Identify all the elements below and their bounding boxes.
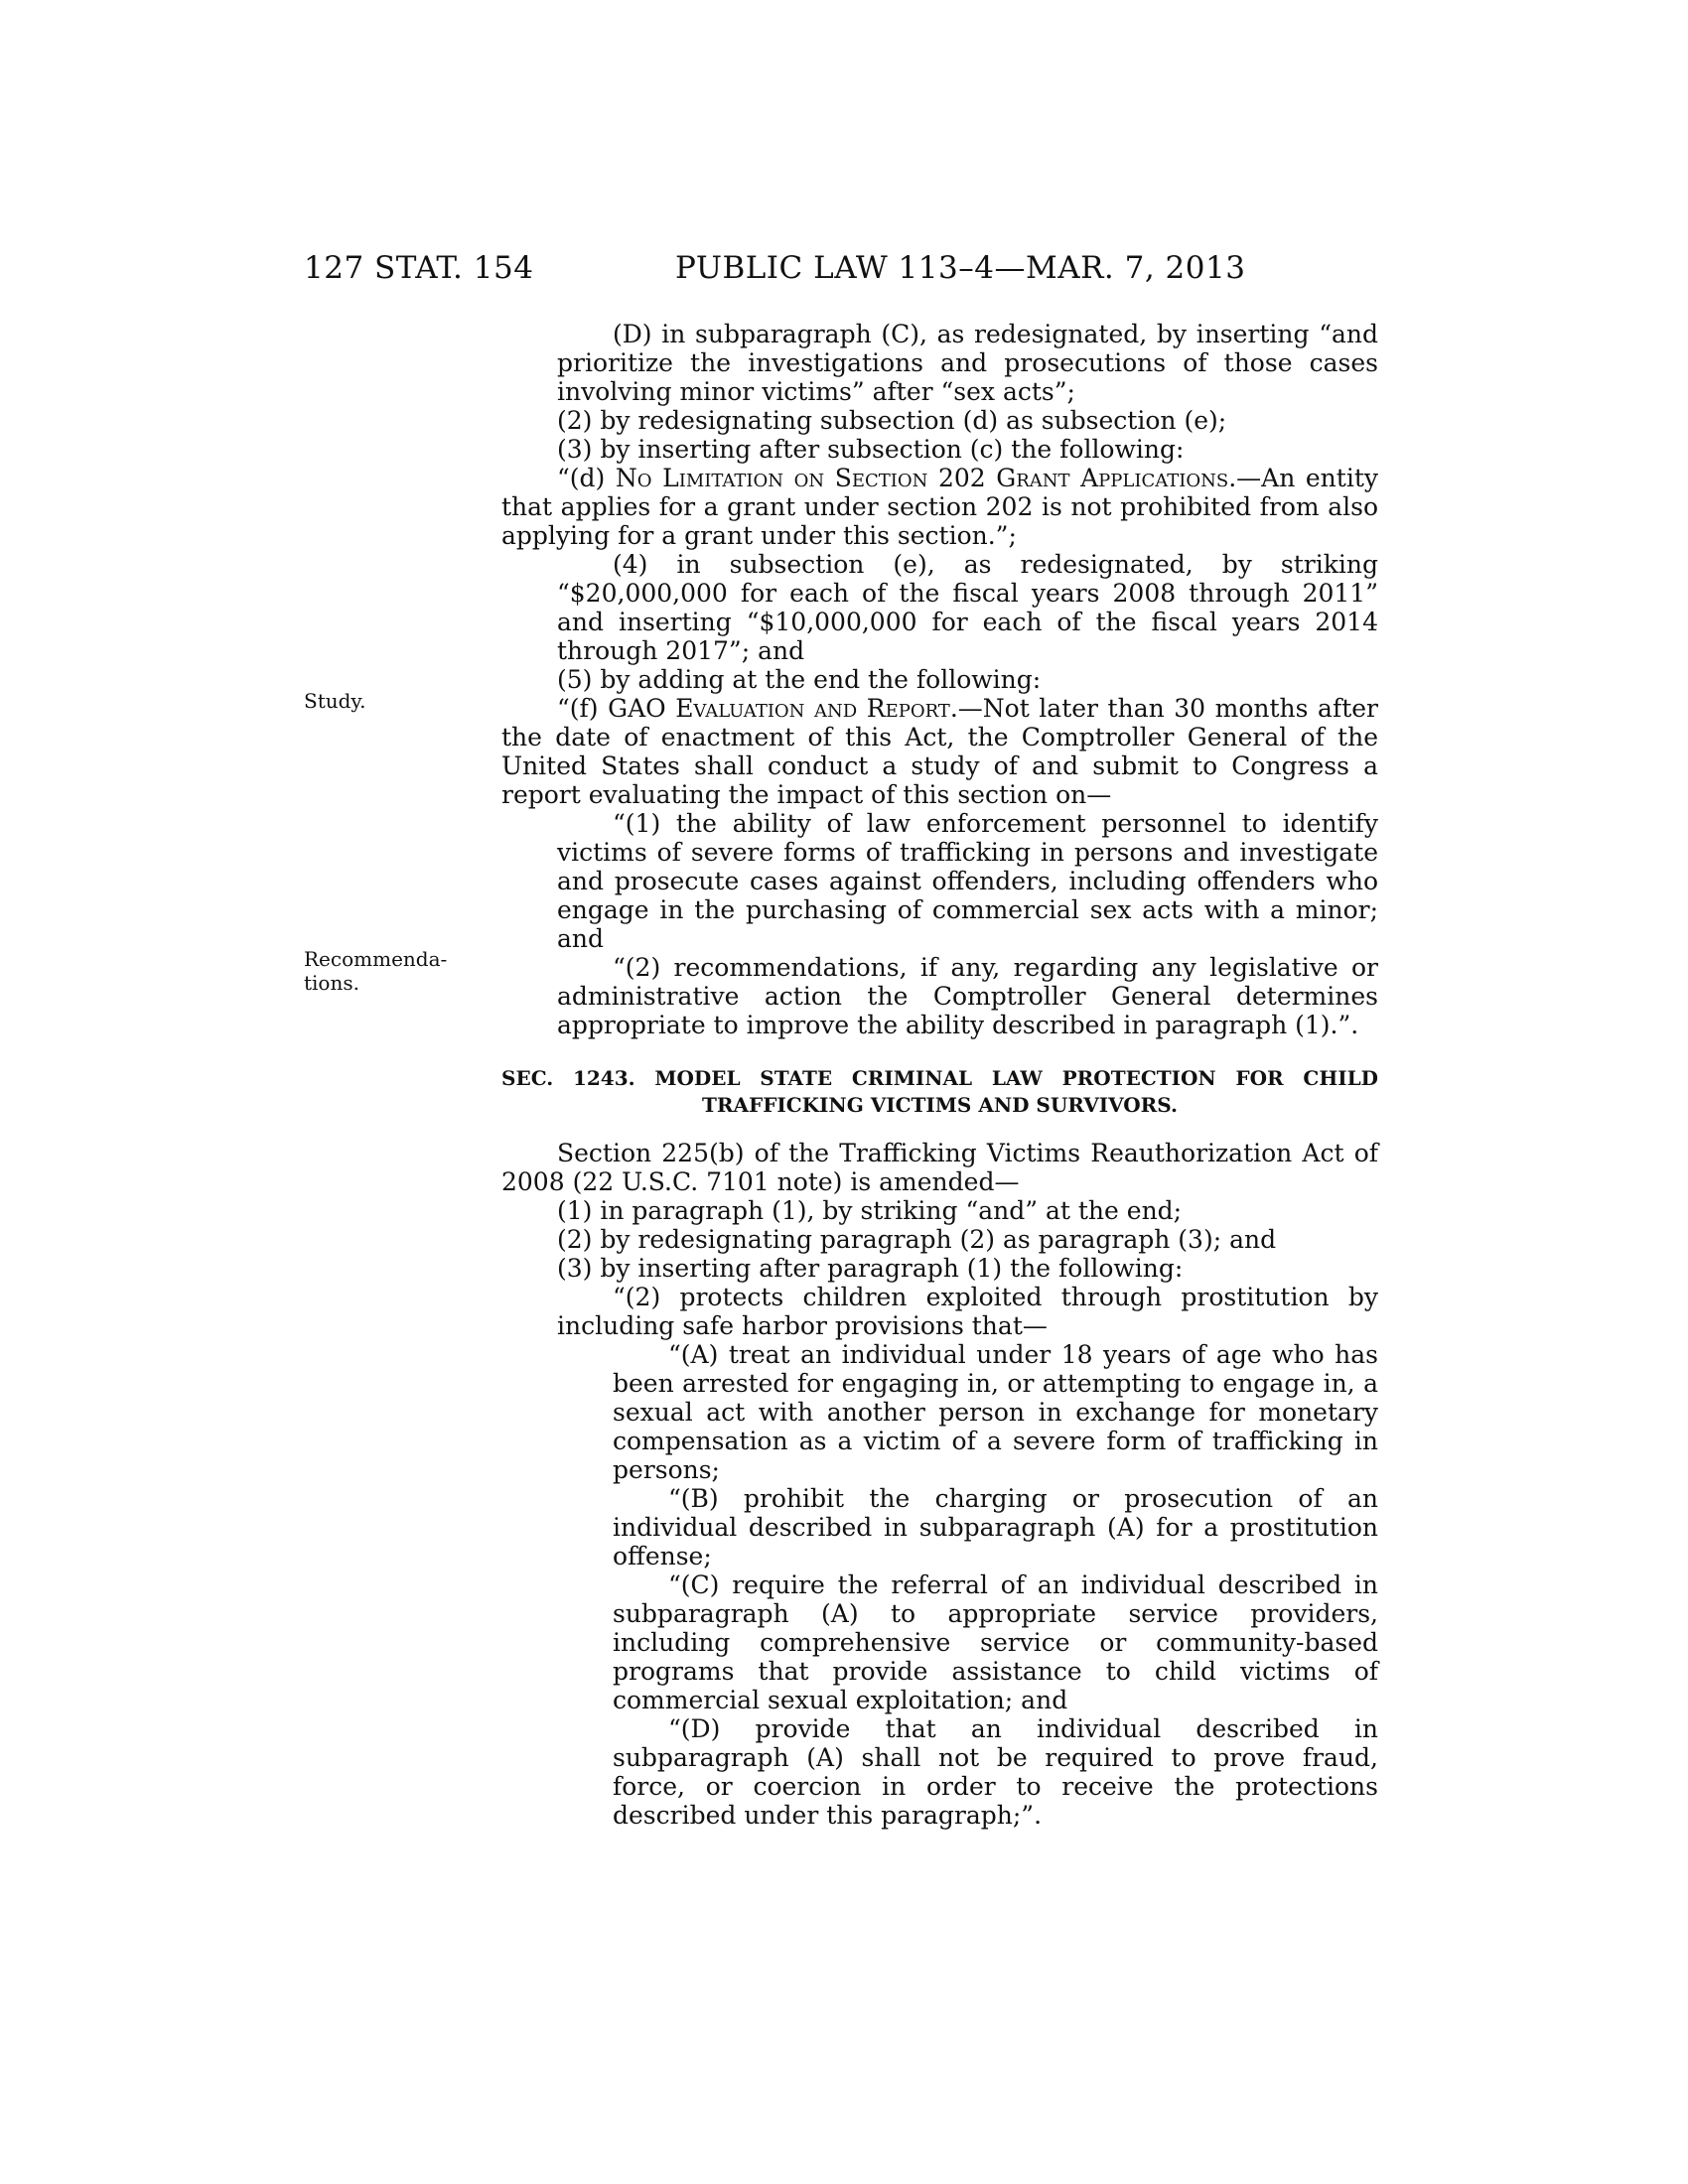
paragraph-f-1-ability: “(1) the ability of law enforcement personnel to identify victims of severe forms of trafficking in persons and investigate and prosecute cases against offenders, including offenders who engage in the purchasing of commercial sex acts with a minor; and — [557, 809, 1378, 953]
subparagraph-b-prohibit: “(B) prohibit the charging or prosecution of an individual described in subparagraph (A) for a prostitution offense; — [613, 1484, 1378, 1570]
section-heading-line1: SEC. 1243. MODEL STATE CRIMINAL LAW PROTECTION FOR CHILD — [501, 1066, 1378, 1090]
margin-note-recommendations — [304, 947, 448, 995]
margin-note-recommendations-line2: tions. — [304, 971, 359, 995]
paragraph-section-225b: Section 225(b) of the Trafficking Victims Reauthorization Act of 2008 (22 U.S.C. 7101 note) is amended— — [501, 1139, 1378, 1196]
paragraph-5-adding: (5) by adding at the end the following: — [557, 665, 1042, 694]
margin-note-study-text: Study. — [304, 689, 366, 713]
paragraph-f-2-recommendations: “(2) recommendations, if any, regarding any legislative or administrative action the Comptroller General determines appropriate to improve the ability described in paragraph (1).”. — [557, 953, 1378, 1039]
paragraph-2-redesignating: (2) by redesignating paragraph (2) as paragraph (3); and — [557, 1225, 1277, 1254]
subsection-d-label: “(d) N — [557, 464, 637, 492]
subparagraph-c-require: “(C) require the referral of an individual described in subparagraph (A) to appropriate service providers, including comprehensive service or community-based programs that provide assistance to child victims of commercial sexual exploitation; and — [613, 1570, 1378, 1714]
subsection-d-heading: o Limitation on Section 202 Grant Applications. — [636, 464, 1237, 492]
paragraph-3-insert: (3) by inserting after subsection (c) the following: — [557, 435, 1185, 464]
section-1243-heading — [501, 1065, 1378, 1119]
subsection-d-text: —An entity that applies for a grant under section 202 is not prohibited from also applying for a grant under this section.”; — [501, 464, 1378, 550]
subsection-f-label: “(f) GAO — [557, 694, 676, 723]
document-body — [501, 320, 1378, 1830]
section-heading-line2: TRAFFICKING VICTIMS AND SURVIVORS. — [701, 1093, 1178, 1117]
paragraph-3-inserting: (3) by inserting after paragraph (1) the following: — [557, 1254, 1184, 1283]
paragraph-4-striking: (4) in subsection (e), as redesignated, by striking “$20,000,000 for each of the fiscal years 2008 through 2011” and inserting “$10,000,000 for each of the fiscal years 2014 through 2017”; and — [557, 550, 1378, 665]
stat-reference: 127 STAT. 154 — [304, 250, 534, 286]
subsection-f-text: —Not later than 30 months after the date of enactment of this Act, the Comptroller General of the United States shall conduct a study of and submit to Congress a report evaluating the impact of this section on— — [501, 694, 1378, 809]
margin-note-recommendations-line1: Recommenda- — [304, 947, 448, 971]
page-header — [0, 250, 1688, 290]
paragraph-d-subparagraph-c: (D) in subparagraph (C), as redesignated, by inserting “and prioritize the investigations and prosecutions of those cases involving minor victims” after “sex acts”; — [557, 320, 1378, 406]
subparagraph-d-provide: “(D) provide that an individual described in subparagraph (A) shall not be required to prove fraud, force, or coercion in order to receive the protections described under this paragraph;”. — [613, 1714, 1378, 1830]
paragraph-f-gao-evaluation — [501, 694, 1378, 809]
margin-note-study — [304, 689, 443, 713]
paragraph-d-no-limitation — [501, 464, 1378, 550]
paragraph-2-redesignate: (2) by redesignating subsection (d) as subsection (e); — [557, 406, 1227, 435]
law-title: PUBLIC LAW 113–4—MAR. 7, 2013 — [675, 250, 1246, 286]
subsection-f-heading: Evaluation and Report. — [675, 694, 958, 723]
subparagraph-a-treat: “(A) treat an individual under 18 years of age who has been arrested for engaging in, or attempting to engage in, a sexual act with another person in exchange for monetary compensation as a victim of a severe form of trafficking in persons; — [613, 1340, 1378, 1484]
paragraph-1-striking-and: (1) in paragraph (1), by striking “and” at the end; — [557, 1196, 1183, 1225]
paragraph-2-protects-children: “(2) protects children exploited through prostitution by including safe harbor provisions that— — [557, 1283, 1378, 1340]
